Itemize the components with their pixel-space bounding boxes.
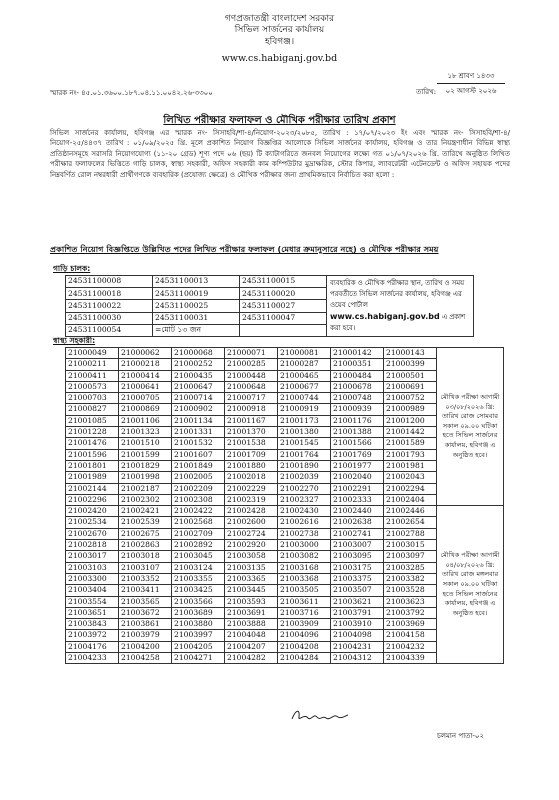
health-roll-cell: 21000287 [278, 359, 331, 370]
health-roll-cell: 21001380 [278, 427, 331, 438]
health-roll-cell: 21002670 [66, 528, 119, 539]
health-roll-cell: 21000399 [384, 359, 437, 370]
date-label: তারিখ: [416, 88, 437, 96]
health-roll-cell: 21003623 [384, 596, 437, 607]
health-roll-cell: 21001106 [119, 415, 172, 426]
health-roll-cell: 21002638 [331, 517, 384, 528]
health-roll-cell: 21002005 [172, 472, 225, 483]
health-roll-cell: 21002892 [172, 540, 225, 551]
health-roll-cell: 21000678 [331, 381, 384, 392]
health-roll-cell: 21001829 [119, 460, 172, 471]
health-roll-cell: 21003058 [225, 551, 278, 562]
continuation-note: চলমান পাতা-০২ [437, 732, 485, 740]
driver-roll-cell: 24531100019 [153, 288, 240, 300]
health-roll-cell: 21002534 [66, 517, 119, 528]
driver-roll-cell: 24531100047 [240, 312, 327, 324]
health-roll-cell: 21000919 [278, 404, 331, 415]
signature [290, 707, 350, 725]
health-roll-row [66, 348, 504, 359]
health-assistant-section-label: স্বাস্থ্য সহকারী: [53, 336, 96, 345]
health-roll-cell: 21003791 [331, 607, 384, 618]
health-roll-cell: 21002420 [66, 506, 119, 517]
health-roll-cell: 21002741 [331, 528, 384, 539]
memo-number: স্মারক নং- ৪৫.০১.৩৬০০.১৮৭.০৪.১১.০০৪২.২৬-৩৩০০ [50, 89, 213, 97]
health-roll-cell: 21003888 [225, 619, 278, 630]
health-roll-cell: 21001510 [119, 438, 172, 449]
driver-roll-cell: 24531100025 [153, 300, 240, 312]
health-roll-cell: 21000939 [331, 404, 384, 415]
health-roll-cell: 21000484 [331, 370, 384, 381]
health-roll-cell: 21002039 [278, 472, 331, 483]
health-roll-cell: 21003382 [384, 573, 437, 584]
health-roll-cell: 21004098 [331, 630, 384, 641]
health-roll-cell: 21003285 [384, 562, 437, 573]
health-roll-cell: 21004232 [384, 641, 437, 652]
driver-note-tail: এ প্রকাশ করা হবে। [330, 313, 466, 332]
driver-roll-cell: 24531100013 [153, 276, 240, 288]
health-roll-cell: 21002863 [119, 540, 172, 551]
health-roll-cell: 21000918 [225, 404, 278, 415]
date-english: ০২ আগস্ট ২০২৬ [445, 87, 497, 95]
health-roll-cell: 21003716 [278, 607, 331, 618]
health-roll-cell: 21001989 [66, 472, 119, 483]
health-roll-cell: 21002446 [384, 506, 437, 517]
health-roll-cell: 21004339 [384, 653, 437, 664]
health-roll-cell: 21002229 [225, 483, 278, 494]
health-roll-row [66, 506, 504, 517]
health-roll-cell: 21003365 [225, 573, 278, 584]
health-roll-cell: 21004284 [278, 653, 331, 664]
health-roll-cell: 21000717 [225, 393, 278, 404]
health-roll-cell: 21001323 [119, 427, 172, 438]
health-roll-cell: 21000744 [278, 393, 331, 404]
health-roll-cell: 21000902 [172, 404, 225, 415]
health-roll-cell: 21003507 [331, 585, 384, 596]
health-roll-cell: 21003097 [384, 551, 437, 562]
health-roll-cell: 21003007 [331, 540, 384, 551]
health-roll-cell: 21000827 [66, 404, 119, 415]
health-roll-cell: 21002788 [384, 528, 437, 539]
health-roll-cell: 21004282 [225, 653, 278, 664]
health-roll-cell: 21000465 [278, 370, 331, 381]
health-roll-cell: 21002654 [384, 517, 437, 528]
health-roll-cell: 21003368 [278, 573, 331, 584]
health-roll-cell: 21004176 [66, 641, 119, 652]
health-roll-cell: 21004312 [331, 653, 384, 664]
health-roll-cell: 21004271 [172, 653, 225, 664]
health-roll-cell: 21002818 [66, 540, 119, 551]
header-office: সিভিল সার্জনের কার্যালয় [234, 25, 325, 35]
health-roll-cell: 21003792 [384, 607, 437, 618]
health-roll-cell: 21000411 [66, 370, 119, 381]
health-roll-cell: 21000252 [172, 359, 225, 370]
driver-roll-cell: 24531100027 [240, 300, 327, 312]
health-roll-cell: 21002709 [172, 528, 225, 539]
health-roll-cell: 21000501 [384, 370, 437, 381]
health-roll-cell: 21000869 [119, 404, 172, 415]
health-roll-cell: 21002187 [119, 483, 172, 494]
page-title-text: লিখিত পরীক্ষার ফলাফল ও মৌখিক পরীক্ষার তারিখ প্রকাশ [163, 115, 396, 126]
health-roll-cell: 21000414 [119, 370, 172, 381]
health-roll-cell: 21002302 [119, 494, 172, 505]
intro-paragraph: সিভিল সার্জনের কার্যালয়, হবিগঞ্জ এর স্মারক নং- সিসাহবি/শা-৪/নিয়োগ-২০২৩/২০৮৫, তারিখ : ১৭/০৭/২০২৩ ইং এবং স্মারক নং- সিসাহবি/শা-৪/নিয়োগ-২৫/৪৪৩৭ তারিখ : ০১/০৯/২০২৫ খ্রি. মূলে প্রকাশিত নিয়োগ বিজ্ঞপ্তির আলোকে সিভিল সার্জনের কার্যালয়, হবিগঞ্জ ও তার নিয়ন্ত্রণাধীন বিভিন্ন স্বাস্থ্য প্রতিষ্ঠানসমূহে সরাসরি নিয়োগযোগ্য (১১-২০ গ্রেড) শূণ্য পদে ০৬ (ছয়) টি ক্যাটাগরিতে জনবল নিয়োগের লক্ষ্যে গত ০১/০৭/২০২৬ খ্রি. তারিখে অনুষ্ঠিত লিখিত পরীক্ষার ফলাফলের ভিত্তিতে গাড়ি চালক, স্বাস্থ্য সহকারী, অফিস সহকারী কাম কম্পিউটার মুদ্রাক্ষরিক, স্টোর কিপার, ল্যাবরেটরী এটেনডেন্ট ও অফিস সহায়ক পদের নিম্নবর্ণিত রোল নম্বরধারী প্রার্থীগণকে ব্যবহারিক (প্রযোজ্য ক্ষেত্রে) ও মৌখিক পরীক্ষার জন্য প্রাথমিকভাবে নির্বাচিত করা হলো : [50, 129, 510, 179]
health-assistant-roll-table [65, 347, 504, 664]
health-roll-cell: 21001370 [225, 427, 278, 438]
health-roll-cell: 21003909 [278, 619, 331, 630]
health-roll-cell: 21004207 [225, 641, 278, 652]
header-district: হবিগঞ্জ। [264, 37, 295, 47]
health-roll-cell: 21002920 [225, 540, 278, 551]
health-roll-cell: 21001331 [172, 427, 225, 438]
health-roll-cell: 21000705 [119, 393, 172, 404]
health-roll-cell: 21001880 [225, 460, 278, 471]
health-roll-cell: 21001589 [384, 438, 437, 449]
health-roll-cell: 21001545 [278, 438, 331, 449]
health-roll-cell: 21002724 [225, 528, 278, 539]
health-roll-cell: 21003972 [66, 630, 119, 641]
driver-roll-cell: 24531100015 [240, 276, 327, 288]
health-roll-cell: 21002294 [384, 483, 437, 494]
health-roll-cell: 21001476 [66, 438, 119, 449]
health-roll-cell: 21002404 [384, 494, 437, 505]
health-roll-cell: 21001566 [331, 438, 384, 449]
health-roll-cell: 21003651 [66, 607, 119, 618]
health-roll-cell: 21002319 [225, 494, 278, 505]
health-roll-cell: 21003979 [119, 630, 172, 641]
health-roll-cell: 21000068 [172, 348, 225, 359]
health-roll-cell: 21004231 [331, 641, 384, 652]
health-roll-cell: 21003554 [66, 596, 119, 607]
health-roll-cell: 21003175 [331, 562, 384, 573]
health-roll-cell: 21001596 [66, 449, 119, 460]
health-roll-cell: 21003103 [66, 562, 119, 573]
health-roll-cell: 21001388 [331, 427, 384, 438]
health-roll-cell: 21003015 [384, 540, 437, 551]
health-roll-cell: 21001085 [66, 415, 119, 426]
health-roll-cell: 21001998 [119, 472, 172, 483]
health-roll-cell: 21003411 [119, 585, 172, 596]
health-roll-cell: 21003611 [278, 596, 331, 607]
health-roll-cell: 21002144 [66, 483, 119, 494]
health-roll-cell: 21002421 [119, 506, 172, 517]
driver-roll-cell: 24531100008 [66, 276, 153, 288]
health-roll-cell: 21001167 [225, 415, 278, 426]
health-roll-cell: 21001176 [331, 415, 384, 426]
health-roll-cell: 21001607 [172, 449, 225, 460]
health-roll-cell: 21002209 [172, 483, 225, 494]
health-roll-cell: 21001981 [384, 460, 437, 471]
health-roll-cell: 21000142 [331, 348, 384, 359]
health-roll-cell: 21000071 [225, 348, 278, 359]
health-roll-cell: 21003135 [225, 562, 278, 573]
health-roll-cell: 21003300 [66, 573, 119, 584]
health-roll-cell: 21003375 [331, 573, 384, 584]
health-roll-cell: 21002440 [331, 506, 384, 517]
health-roll-cell: 21002018 [225, 472, 278, 483]
health-roll-cell: 21003505 [278, 585, 331, 596]
health-roll-cell: 21003528 [384, 585, 437, 596]
health-roll-cell: 21001977 [331, 460, 384, 471]
health-roll-cell: 21001442 [384, 427, 437, 438]
health-roll-cell: 21003689 [172, 607, 225, 618]
health-roll-cell: 21004200 [119, 641, 172, 652]
health-roll-cell: 21001801 [66, 460, 119, 471]
health-roll-cell: 21000648 [225, 381, 278, 392]
health-roll-cell: 21003124 [172, 562, 225, 573]
health-roll-cell: 21002675 [119, 528, 172, 539]
health-roll-cell: 21003621 [331, 596, 384, 607]
health-roll-cell: 21002430 [278, 506, 331, 517]
driver-roll-table [65, 275, 474, 337]
health-roll-cell: 21001538 [225, 438, 278, 449]
date-bangla: ১৮ শ্রাবণ ১৪৩৩ [437, 70, 505, 84]
health-roll-cell: 21004205 [172, 641, 225, 652]
driver-roll-cell [240, 324, 327, 336]
health-roll-cell: 21003672 [119, 607, 172, 618]
health-roll-cell: 21001228 [66, 427, 119, 438]
health-roll-cell: 21002738 [278, 528, 331, 539]
health-roll-cell: 21000641 [119, 381, 172, 392]
health-roll-cell: 21002291 [331, 483, 384, 494]
health-roll-cell: 21000989 [384, 404, 437, 415]
health-roll-cell: 21001599 [119, 449, 172, 460]
health-roll-cell: 21002308 [172, 494, 225, 505]
health-roll-cell: 21002600 [225, 517, 278, 528]
health-roll-cell: 21000714 [172, 393, 225, 404]
health-roll-cell: 21003082 [278, 551, 331, 562]
health-roll-cell: 21003404 [66, 585, 119, 596]
driver-exam-note [327, 276, 474, 337]
health-roll-cell: 21002539 [119, 517, 172, 528]
driver-roll-cell: 24531100054 [66, 324, 153, 336]
health-roll-cell: 21000435 [172, 370, 225, 381]
health-roll-cell: 21000748 [331, 393, 384, 404]
subheading-text: প্রকাশিত নিয়োগ বিজ্ঞপ্তিতে উল্লিখিত পদের লিখিত পরীক্ষার ফলাফল (মেধার ক্রমানুসারে নহে) ও মৌখিক পরীক্ষার সময় [50, 244, 439, 254]
header-website-link[interactable]: www.cs.habiganj.gov.bd [221, 53, 338, 64]
health-roll-cell: 21001532 [172, 438, 225, 449]
health-roll-cell: 21000143 [384, 348, 437, 359]
health-roll-cell: 21000049 [66, 348, 119, 359]
driver-section-label: গাড়ি চালক: [53, 264, 91, 273]
health-roll-cell: 21003997 [172, 630, 225, 641]
driver-roll-cell: 24531100020 [240, 288, 327, 300]
health-roll-cell: 21004233 [66, 653, 119, 664]
health-roll-cell: 21000351 [331, 359, 384, 370]
health-roll-cell: 21004208 [278, 641, 331, 652]
driver-note-text: ব্যবহারিক ও মৌখিক পরীক্ষার স্থান, তারিখ ও সময় পরবর্তীতে সিভিল সার্জনের কার্যালয়, হবিগঞ্জ এর ওয়েব পোর্টাল [330, 279, 464, 309]
driver-roll-cell: =মোট ১৩ জন [153, 324, 240, 336]
health-roll-cell: 21003017 [66, 551, 119, 562]
health-roll-cell: 21001134 [172, 415, 225, 426]
health-roll-cell: 21003691 [225, 607, 278, 618]
health-roll-cell: 21001890 [278, 460, 331, 471]
date-box [437, 70, 505, 97]
driver-roll-cell: 24531100022 [66, 300, 153, 312]
health-roll-cell: 21000218 [119, 359, 172, 370]
health-roll-cell: 21003168 [278, 562, 331, 573]
health-roll-cell: 21002616 [278, 517, 331, 528]
driver-roll-cell: 24531100030 [66, 312, 153, 324]
health-roll-cell: 21004158 [384, 630, 437, 641]
health-roll-cell: 21000081 [278, 348, 331, 359]
health-roll-cell: 21000703 [66, 393, 119, 404]
health-roll-cell: 21002327 [278, 494, 331, 505]
health-roll-cell: 21002043 [384, 472, 437, 483]
header-government: গণপ্রজাতন্ত্রী বাংলাদেশ সরকার [224, 14, 335, 24]
health-roll-cell: 21000752 [384, 393, 437, 404]
health-roll-cell: 21003843 [66, 619, 119, 630]
group1-viva-note: মৌখিক পরীক্ষা আগামী ০৩/০৮/২০২৬ খ্রি: তারিখ রোজ সোমবার সকাল ০৯.০০ ঘটিকা হতে সিভিল সার্জনের কার্যালয়, হবিগঞ্জ এ অনুষ্ঠিত হবে। [437, 348, 504, 506]
health-roll-cell: 21003352 [119, 573, 172, 584]
health-roll-cell: 21001849 [172, 460, 225, 471]
health-roll-cell: 21003095 [331, 551, 384, 562]
health-roll-cell: 21001769 [331, 449, 384, 460]
health-roll-cell: 21002333 [331, 494, 384, 505]
health-roll-cell: 21004096 [278, 630, 331, 641]
health-roll-cell: 21000573 [66, 381, 119, 392]
health-roll-cell: 21003107 [119, 562, 172, 573]
health-roll-cell: 21003969 [384, 619, 437, 630]
health-roll-cell: 21004258 [119, 653, 172, 664]
health-roll-cell: 21002568 [172, 517, 225, 528]
health-roll-cell: 21002422 [172, 506, 225, 517]
health-roll-cell: 21000448 [225, 370, 278, 381]
health-roll-cell: 21000677 [278, 381, 331, 392]
health-roll-cell: 21000647 [172, 381, 225, 392]
health-roll-cell: 21000062 [119, 348, 172, 359]
group2-viva-note: মৌখিক পরীক্ষা আগামী ০৪/০৮/২০২৬ খ্রি: তারিখ রোজ মঙ্গলবার সকাল ০৯.০০ ঘটিকা হতে সিভিল সার্জনের কার্যালয়, হবিগঞ্জ এ অনুষ্ঠিত হবে। [437, 506, 504, 664]
health-roll-cell: 21000285 [225, 359, 278, 370]
health-roll-cell: 21001709 [225, 449, 278, 460]
health-roll-cell: 21001200 [384, 415, 437, 426]
health-roll-cell: 21002040 [331, 472, 384, 483]
health-roll-cell: 21003355 [172, 573, 225, 584]
driver-note-website-link[interactable]: www.cs.habiganj.gov.bd [330, 312, 440, 321]
health-roll-cell: 21003880 [172, 619, 225, 630]
health-roll-cell: 21002428 [225, 506, 278, 517]
health-roll-cell: 21003445 [225, 585, 278, 596]
health-roll-cell: 21001764 [278, 449, 331, 460]
health-roll-cell: 21003593 [225, 596, 278, 607]
driver-roll-cell: 24531100031 [153, 312, 240, 324]
health-roll-cell: 21003861 [119, 619, 172, 630]
health-roll-cell: 21003045 [172, 551, 225, 562]
health-roll-cell: 21003566 [172, 596, 225, 607]
health-roll-cell: 21001173 [278, 415, 331, 426]
health-roll-cell: 21003425 [172, 585, 225, 596]
health-roll-cell: 21003018 [119, 551, 172, 562]
section-subheading [50, 244, 520, 257]
health-roll-cell: 21002296 [66, 494, 119, 505]
health-roll-cell: 21003000 [278, 540, 331, 551]
health-roll-cell: 21002270 [278, 483, 331, 494]
health-roll-cell: 21003910 [331, 619, 384, 630]
driver-row [66, 276, 474, 288]
driver-roll-cell: 24531100018 [66, 288, 153, 300]
health-roll-cell: 21000211 [66, 359, 119, 370]
health-roll-cell: 21001793 [384, 449, 437, 460]
health-roll-cell: 21000691 [384, 381, 437, 392]
health-roll-cell: 21003565 [119, 596, 172, 607]
health-roll-cell: 21004048 [225, 630, 278, 641]
